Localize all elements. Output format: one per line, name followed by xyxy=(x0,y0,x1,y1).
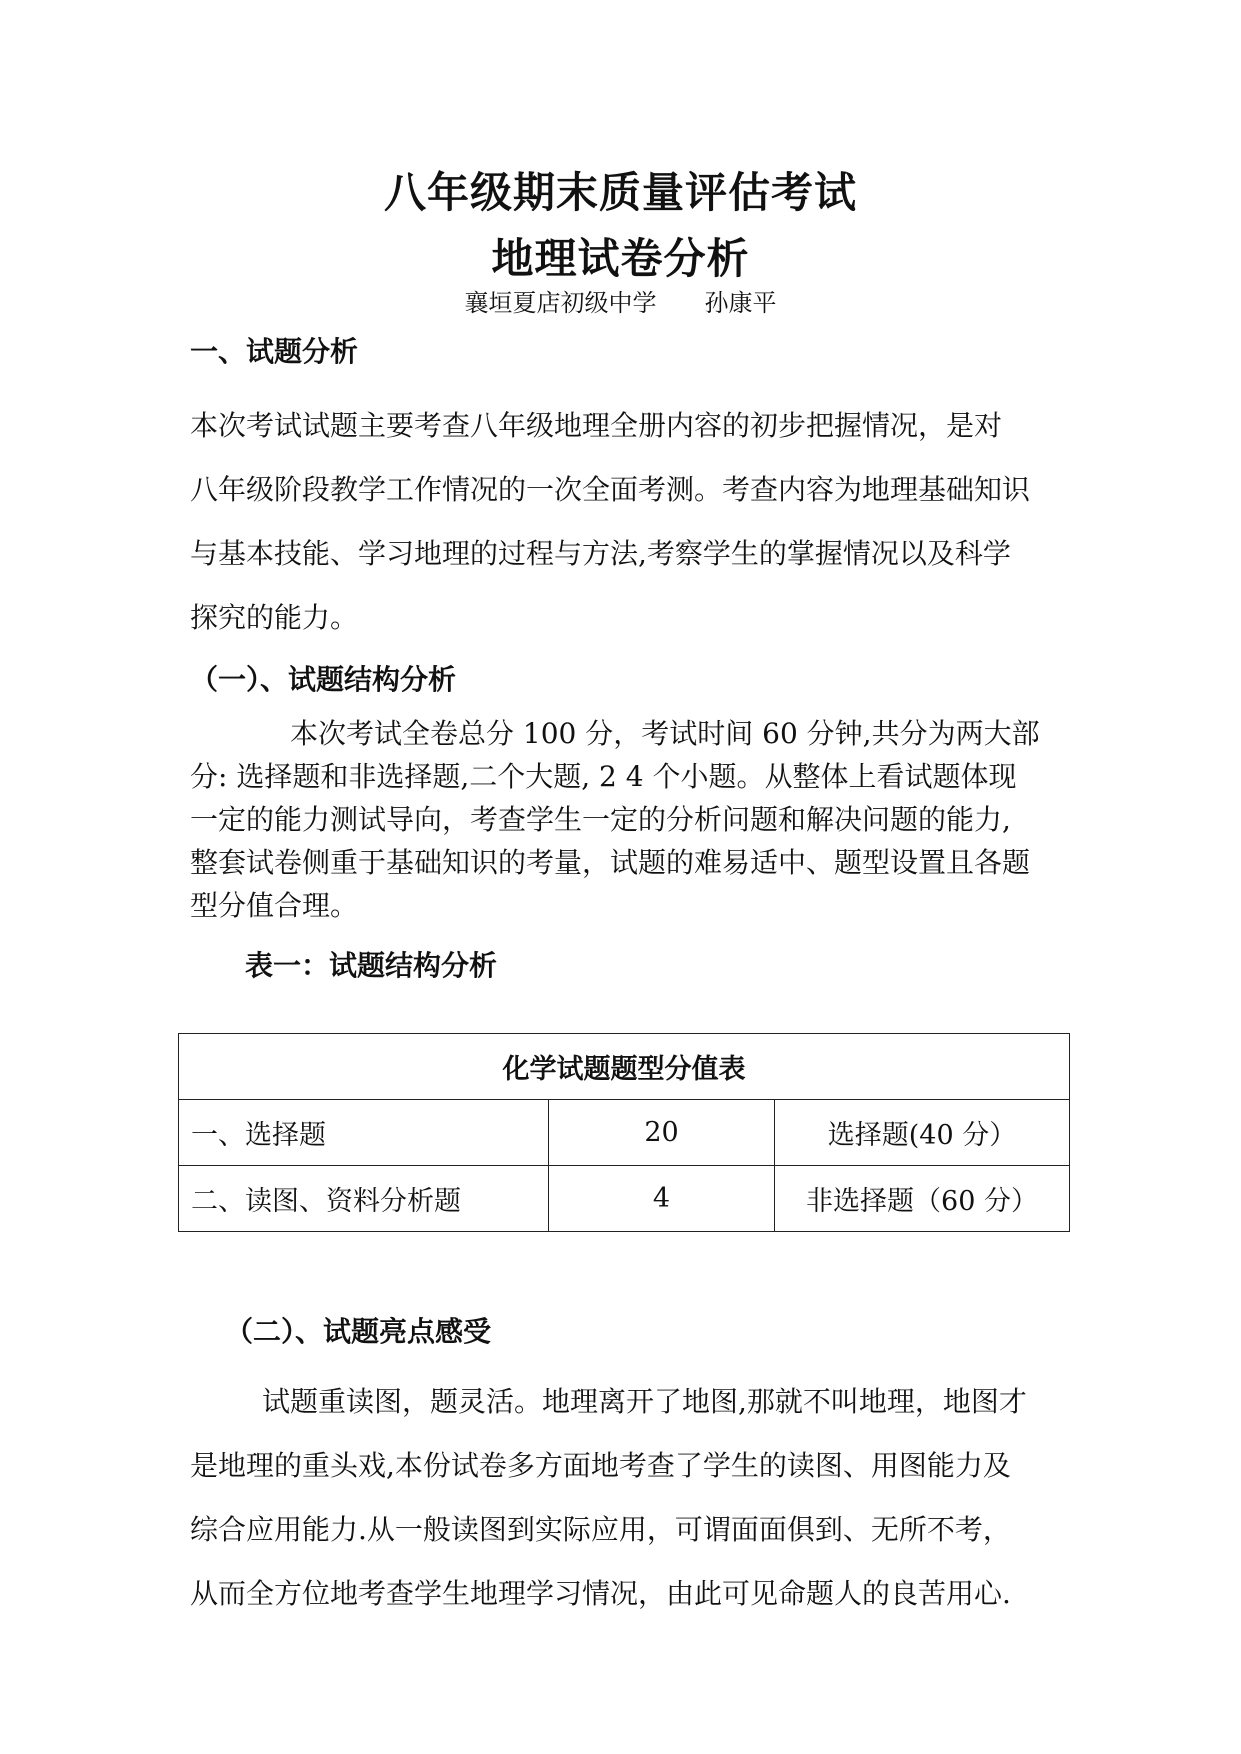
paragraph-line: 综合应用能力.从一般读图到实际应用，可谓面面俱到、无所不考， xyxy=(190,1513,1011,1546)
subsection1-paragraph xyxy=(190,712,1058,927)
paragraph-line: 一定的能力测试导向，考查学生一定的分析问题和解决问题的能力, xyxy=(190,803,1011,836)
table-row xyxy=(179,1166,1070,1232)
subsection2-heading: （二）、试题亮点感受 xyxy=(225,1315,492,1348)
table-row xyxy=(179,1100,1070,1166)
author-line: 襄垣夏店初级中学 孙康平 xyxy=(464,289,777,317)
table-cell-name: 二、读图、资料分析题 xyxy=(179,1166,549,1232)
paragraph-line: 与基本技能、学习地理的过程与方法,考察学生的掌握情况以及科学 xyxy=(190,537,1011,570)
paragraph-line: 整套试卷侧重于基础知识的考量，试题的难易适中、题型设置且各题 xyxy=(190,846,1031,879)
paragraph-line: 是地理的重头戏,本份试卷多方面地考查了学生的读图、用图能力及 xyxy=(190,1449,1011,1482)
table-header: 化学试题题型分值表 xyxy=(179,1034,1070,1100)
paragraph-line: 从而全方位地考查学生地理学习情况，由此可见命题人的良苦用心. xyxy=(190,1577,1011,1610)
table-caption: 表一：试题结构分析 xyxy=(245,949,498,982)
document-title-line2: 地理试卷分析 xyxy=(491,234,750,283)
table-header-row xyxy=(179,1034,1070,1100)
paragraph-line: 分: 选择题和非选择题,二个大题, 2 4 个小题。从整体上看试题体现 xyxy=(190,760,1017,793)
table-cell-count: 20 xyxy=(549,1100,775,1166)
subsection2-paragraph xyxy=(190,1370,1058,1626)
paragraph-line: 探究的能力。 xyxy=(190,601,359,634)
subsection1-heading: （一）、试题结构分析 xyxy=(190,663,457,696)
paragraph-line: 试题重读图，题灵活。地理离开了地图,那就不叫地理，地图才 xyxy=(262,1385,1027,1418)
table-cell-name: 一、选择题 xyxy=(179,1100,549,1166)
section1-heading: 一、试题分析 xyxy=(190,335,359,368)
section1-paragraph xyxy=(190,394,1058,650)
table-cell-type: 选择题(40 分） xyxy=(775,1100,1070,1166)
paragraph-line: 八年级阶段教学工作情况的一次全面考测。考查内容为地理基础知识 xyxy=(190,473,1031,506)
document-title-line1: 八年级期末质量评估考试 xyxy=(383,168,857,217)
table-cell-count: 4 xyxy=(549,1166,775,1232)
score-table xyxy=(178,1033,1070,1232)
paragraph-line: 型分值合理。 xyxy=(190,889,359,922)
paragraph-line: 本次考试全卷总分 100 分，考试时间 60 分钟,共分为两大部 xyxy=(290,717,1040,750)
paragraph-line: 本次考试试题主要考查八年级地理全册内容的初步把握情况，是对 xyxy=(190,409,1003,442)
table-cell-type: 非选择题（60 分） xyxy=(775,1166,1070,1232)
